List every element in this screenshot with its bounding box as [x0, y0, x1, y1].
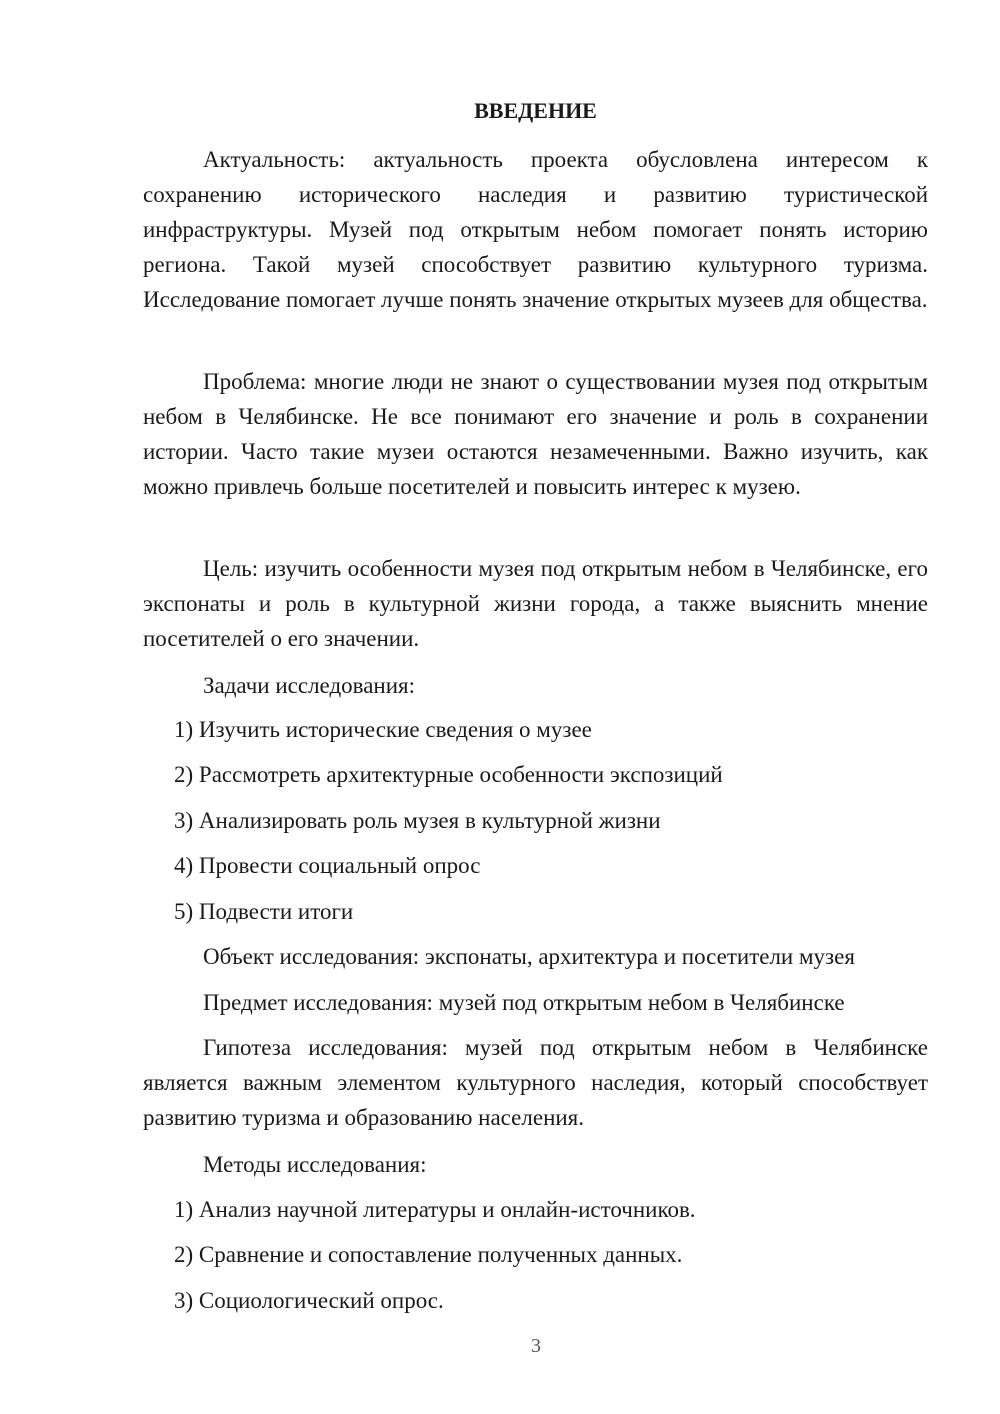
relevance-paragraph: Актуальность: актуальность проекта обусловлена интересом к сохранению исторического наследия и развитию туристической инфраструктуры. Музей под открытым небом помогает понять историю региона. Такой музей способствует развитию культурного туризма. Исследование помогает лучше понять значение открытых музеев для общества. [143, 147, 928, 312]
hypothesis-paragraph: Гипотеза исследования: музей под открытым небом в Челябинске является важным элементом культурного наследия, который способствует развитию туризма и образованию населения. [143, 1035, 928, 1130]
tasks-heading: Задачи исследования: [203, 673, 416, 698]
task-item: 1) Изучить исторические сведения о музее [174, 717, 592, 742]
problem-paragraph: Проблема: многие люди не знают о существовании музея под открытым небом в Челябинске. Не все понимают его значение и роль в сохранении истории. Часто такие музеи остаются незамеченными. Важно изучить, как можно привлечь больше посетителей и повысить интерес к музею. [143, 369, 928, 499]
page-number: 3 [531, 1335, 541, 1357]
task-item: 4) Провести социальный опрос [174, 853, 481, 878]
object-line: Объект исследования: экспонаты, архитектура и посетители музея [203, 944, 855, 969]
method-item: 1) Анализ научной литературы и онлайн-источников. [174, 1197, 696, 1222]
goal-paragraph: Цель: изучить особенности музея под открытым небом в Челябинске, его экспонаты и роль в культурной жизни города, а также выяснить мнение посетителей о его значении. [143, 556, 928, 651]
page-title: ВВЕДЕНИЕ [474, 98, 597, 123]
methods-heading: Методы исследования: [203, 1152, 427, 1177]
task-item: 2) Рассмотреть архитектурные особенности экспозиций [174, 762, 723, 787]
method-item: 2) Сравнение и сопоставление полученных данных. [174, 1242, 683, 1267]
method-item: 3) Социологический опрос. [174, 1288, 444, 1313]
task-item: 5) Подвести итоги [174, 899, 354, 924]
task-item: 3) Анализировать роль музея в культурной жизни [174, 808, 661, 833]
subject-line: Предмет исследования: музей под открытым небом в Челябинске [203, 990, 845, 1015]
